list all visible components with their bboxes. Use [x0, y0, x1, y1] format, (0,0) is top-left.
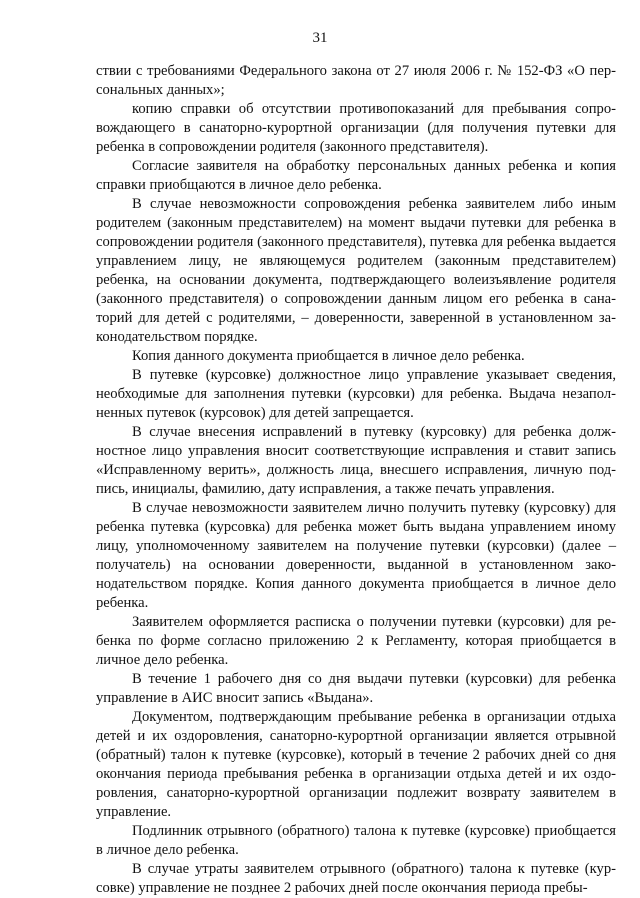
paragraph: В случае невозможности сопровождения ребенка заявителем либо иным родителем (законным представителем) на момент выдачи путевки для ребенка в сопровождении родителя (законного представителя), путевка для ребенка выдается управлением лицу, не являющемуся родителем (законным представителем) ребенка, на основании документа, подтверждающего волеизъявление родителя (законного представителя) о сопровождении данным лицом его ребенка в санаторий для детей с родителями, – доверенности, заверенной в установленном законодательством порядке.: [96, 196, 616, 345]
document-body: [96, 62, 616, 898]
paragraph: В случае внесения исправлений в путевку (курсовку) для ребенка должностное лицо управления вносит соответствующие исправления и ставит запись «Исправленному верить», должность лица, внесшего исправления, личную подпись, инициалы, фамилию, дату исправления, а также печать управления.: [96, 424, 616, 497]
paragraph: Заявителем оформляется расписка о получении путевки (курсовки) для ребенка по форме согласно приложению 2 к Регламенту, которая приобщается в личное дело ребенка.: [96, 614, 616, 668]
paragraph: Согласие заявителя на обработку персональных данных ребенка и копия справки приобщаются в личное дело ребенка.: [96, 158, 616, 193]
paragraph: ствии с требованиями Федерального закона от 27 июля 2006 г. № 152-ФЗ «О персональных данных»;: [96, 63, 616, 98]
paragraph: В течение 1 рабочего дня со дня выдачи путевки (курсовки) для ребенка управление в АИС вносит запись «Выдана».: [96, 671, 616, 706]
paragraph: Копия данного документа приобщается в личное дело ребенка.: [132, 348, 525, 364]
paragraph: Документом, подтверждающим пребывание ребенка в организации отдыха детей и их оздоровления, санаторно-курортной организации является отрывной (обратный) талон к путевке (курсовке), который в течение 2 рабочих дней со дня окончания периода пребывания ребенка в организации отдыха детей и их оздоровления, санаторно-курортной организации подлежит возврату заявителем в управление.: [96, 709, 616, 820]
page-number: 31: [312, 30, 328, 46]
paragraph: В случае утраты заявителем отрывного (обратного) талона к путевке (курсовке) управление не позднее 2 рабочих дней после окончания периода пребы-: [96, 861, 616, 896]
paragraph: В случае невозможности заявителем лично получить путевку (курсовку) для ребенка путевка (курсовка) для ребенка может быть выдана управлением иному лицу, уполномоченному заявителем на получение путевки (курсовки) (далее – получатель) на основании доверенности, выданной в установленном законодательством порядке. Копия данного документа приобщается в личное дело ребенка.: [96, 500, 616, 611]
paragraph: В путевке (курсовке) должностное лицо управление указывает сведения, необходимые для заполнения путевки (курсовки) для ребенка. Выдача незаполненных путевок (курсовок) для детей запрещается.: [96, 367, 616, 421]
paragraph: Подлинник отрывного (обратного) талона к путевке (курсовке) приобщается в личное дело ребенка.: [96, 823, 616, 858]
paragraph: копию справки об отсутствии противопоказаний для пребывания сопровождающего в санаторно-курортной организации (для получения путевки для ребенка в сопровождении родителя (законного представителя).: [96, 101, 616, 155]
